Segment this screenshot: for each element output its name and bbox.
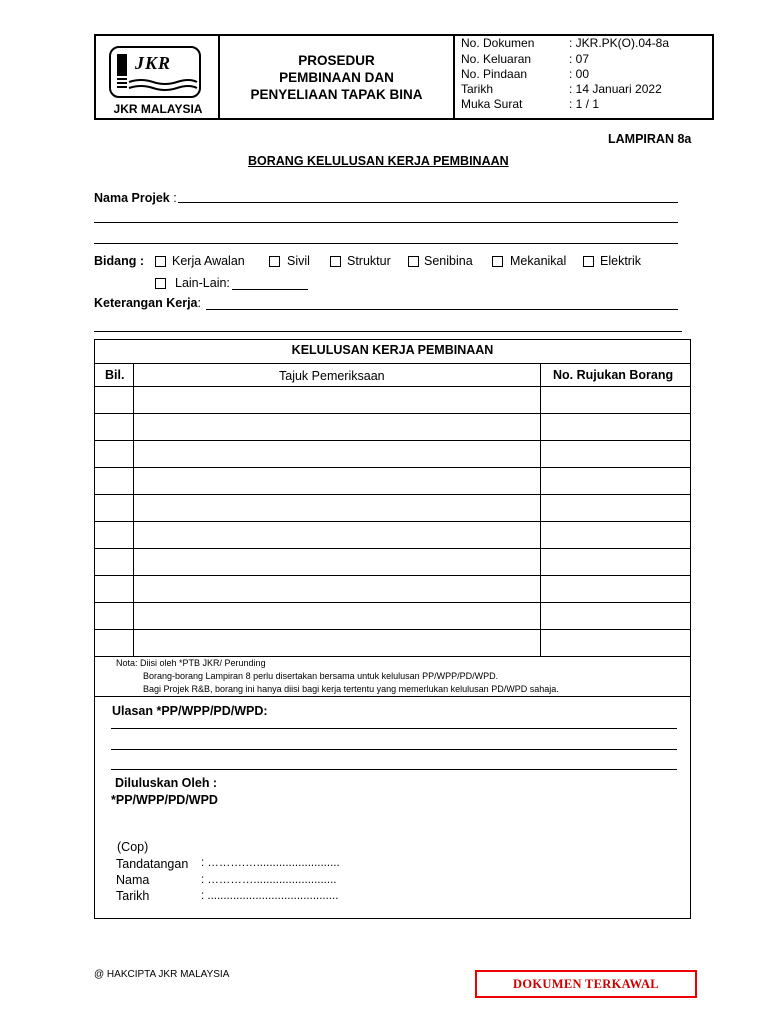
checkbox-struktur[interactable] [330,256,341,267]
table-row[interactable] [95,467,690,468]
table-header-divider [95,386,690,387]
meta-row [461,36,708,51]
date-field[interactable]: : ......................................... [201,890,339,902]
meta-value: : 00 [569,67,590,81]
column-divider [133,363,134,656]
logo-text: JKR [135,53,172,73]
controlled-document-stamp: DOKUMEN TERKAWAL [475,970,697,998]
comments-field-line-2[interactable] [111,749,677,750]
table-row[interactable] [95,494,690,495]
col-header-tajuk: Tajuk Pemeriksaan [279,369,385,383]
copyright-footer: @ HAKCIPTA JKR MALAYSIA [94,969,230,980]
table-comments-divider [95,696,690,697]
appendix-label: LAMPIRAN 8a [608,132,692,146]
meta-label: Tarikh [461,82,494,96]
checkbox-sivil[interactable] [269,256,280,267]
meta-row [461,82,708,97]
table-row[interactable] [95,521,690,522]
meta-value: : 14 Januari 2022 [569,82,662,96]
note-line-1: Nota: Diisi oleh *PTB JKR/ Perunding [116,658,266,668]
table-divider [95,363,690,364]
signature-field[interactable]: : ……….….......................... [201,857,340,869]
table-row[interactable] [95,629,690,630]
meta-row [461,97,708,112]
checkbox-kerja-awalan[interactable] [155,256,166,267]
document-header [94,34,714,120]
field-category-colon: : [139,254,145,268]
meta-label: No. Dokumen [461,36,535,50]
meta-row [461,67,708,82]
meta-label: Muka Surat [461,97,523,111]
option-kerja-awalan: Kerja Awalan [172,254,245,268]
table-row[interactable] [95,575,690,576]
table-notes-divider [95,656,690,657]
option-mekanikal: Mekanikal [510,254,567,268]
option-senibina: Senibina [424,254,473,268]
work-description-label-group [94,296,201,310]
work-description-field[interactable] [206,309,678,310]
col-header-bil: Bil. [105,368,125,382]
form-title: BORANG KELULUSAN KERJA PEMBINAAN [248,154,509,168]
checkbox-mekanikal[interactable] [492,256,503,267]
meta-label: No. Keluaran [461,52,532,66]
comments-field-line-3[interactable] [111,769,677,770]
note-line-3: Bagi Projek R&B, borang ini hanya diisi bagi kerja tertentu yang memerlukan kelulusan PD/WPD sahaja. [143,684,559,694]
stamp-label: (Cop) [117,840,149,854]
procedure-title [220,36,455,118]
project-name-field-line-2[interactable] [94,222,678,223]
table-row[interactable] [95,440,690,441]
option-struktur: Struktur [347,254,391,268]
document-meta [455,36,712,118]
table-title: KELULUSAN KERJA PEMBINAAN [291,343,494,357]
comments-label: Ulasan *PP/WPP/PD/WPD: [112,704,268,718]
work-description-field-line-2[interactable] [94,331,682,332]
comments-field[interactable] [111,728,677,729]
title-line-1: PROSEDUR [298,52,375,68]
meta-row [461,52,708,67]
date-label: Tarikh [116,889,150,903]
column-divider [540,363,541,656]
approved-by-label: Diluluskan Oleh : [115,776,218,790]
signature-label: Tandatangan [116,857,189,871]
lain-lain-field[interactable] [232,289,308,290]
col-header-rujukan: No. Rujukan Borang [553,368,674,382]
title-line-3: PENYELIAAN TAPAK BINA [250,86,423,102]
checkbox-lain-lain[interactable] [155,278,166,289]
jkr-logo [109,46,201,98]
work-description-label: Keterangan Kerja [94,296,198,310]
table-row[interactable] [95,548,690,549]
field-category-label-group [94,254,144,268]
project-name-colon: : [173,191,177,205]
meta-value: : 07 [569,52,590,66]
approved-by-role: *PP/WPP/PD/WPD [111,793,218,807]
project-name-label: Nama Projek [94,191,170,205]
checkbox-senibina[interactable] [408,256,419,267]
work-description-colon: : [197,296,201,310]
table-row[interactable] [95,413,690,414]
option-sivil: Sivil [287,254,310,268]
meta-value: : 1 / 1 [569,97,600,111]
meta-label: No. Pindaan [461,67,528,81]
table-row[interactable] [95,602,690,603]
field-category-label: Bidang [94,254,137,268]
checkbox-elektrik[interactable] [583,256,594,267]
approval-table [94,339,691,919]
name-label: Nama [116,873,150,887]
project-name-label-group [94,191,177,205]
project-name-field[interactable] [178,202,678,203]
logo-cell [96,36,220,118]
name-field[interactable]: : ………….......................... [201,874,337,886]
option-lain-lain: Lain-Lain: [175,276,230,290]
option-elektrik: Elektrik [600,254,641,268]
logo-caption: JKR MALAYSIA [113,102,203,116]
title-line-2: PEMBINAAN DAN [279,69,394,85]
meta-value: : JKR.PK(O).04-8a [569,36,670,50]
project-name-field-line-3[interactable] [94,243,678,244]
note-line-2: Borang-borang Lampiran 8 perlu disertakan bersama untuk kelulusan PP/WPP/PD/WPD. [143,671,499,681]
